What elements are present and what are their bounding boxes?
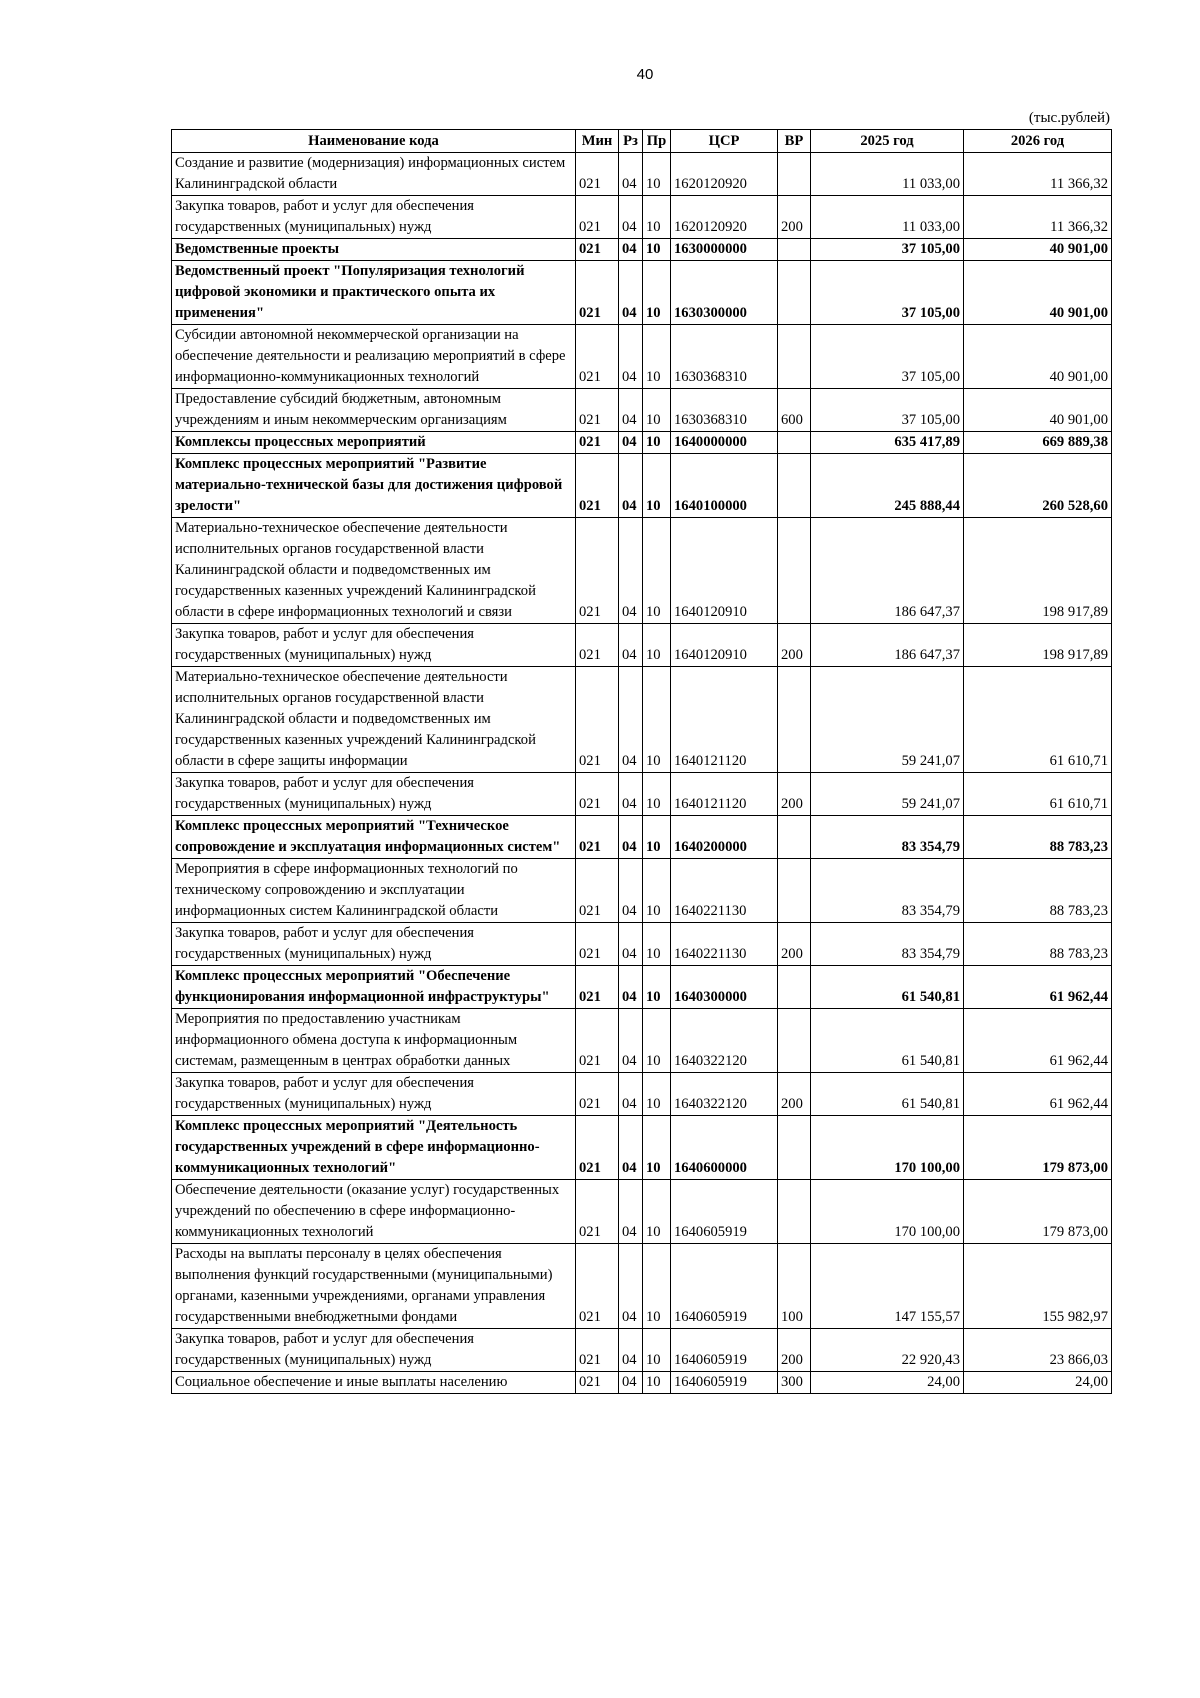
cell-2025: 59 241,07 [811, 773, 964, 816]
table-row [172, 518, 1112, 624]
cell-2026: 179 873,00 [964, 1180, 1112, 1244]
cell-name: Комплекс процессных мероприятий "Деятельность государственных учреждений в сфере информационно-коммуникационных технологий" [172, 1116, 576, 1180]
cell-vr: 200 [778, 1073, 811, 1116]
table-row [172, 1009, 1112, 1073]
table-row [172, 667, 1112, 773]
cell-rz: 04 [619, 859, 643, 923]
cell-name: Закупка товаров, работ и услуг для обеспечения государственных (муниципальных) нужд [172, 196, 576, 239]
cell-name: Создание и развитие (модернизация) информационных систем Калининградской области [172, 153, 576, 196]
cell-pr: 10 [643, 1329, 671, 1372]
cell-2026: 23 866,03 [964, 1329, 1112, 1372]
cell-vr [778, 1116, 811, 1180]
cell-name: Комплекс процессных мероприятий "Обеспечение функционирования информационной инфраструктуры" [172, 966, 576, 1009]
cell-2025: 37 105,00 [811, 261, 964, 325]
cell-2026: 11 366,32 [964, 153, 1112, 196]
cell-2026: 61 962,44 [964, 1009, 1112, 1073]
cell-pr: 10 [643, 1372, 671, 1394]
cell-vr [778, 325, 811, 389]
cell-vr [778, 518, 811, 624]
cell-csr: 1630000000 [671, 239, 778, 261]
cell-csr: 1640120910 [671, 518, 778, 624]
cell-2026: 61 610,71 [964, 773, 1112, 816]
cell-rz: 04 [619, 1180, 643, 1244]
cell-min: 021 [576, 239, 619, 261]
table-row [172, 325, 1112, 389]
cell-min: 021 [576, 773, 619, 816]
cell-vr: 200 [778, 923, 811, 966]
cell-pr: 10 [643, 1180, 671, 1244]
cell-vr: 200 [778, 624, 811, 667]
cell-rz: 04 [619, 1116, 643, 1180]
cell-2026: 88 783,23 [964, 859, 1112, 923]
header-min: Мин [576, 130, 619, 153]
cell-rz: 04 [619, 1244, 643, 1329]
cell-csr: 1640100000 [671, 454, 778, 518]
cell-2026: 40 901,00 [964, 239, 1112, 261]
cell-vr [778, 816, 811, 859]
cell-name: Закупка товаров, работ и услуг для обеспечения государственных (муниципальных) нужд [172, 1073, 576, 1116]
cell-vr [778, 261, 811, 325]
cell-min: 021 [576, 816, 619, 859]
cell-name: Материально-техническое обеспечение деятельности исполнительных органов государственной власти Калининградской области и подведомственных им государственных казенных учреждений Калининградской области в сфере защиты информации [172, 667, 576, 773]
cell-csr: 1640322120 [671, 1009, 778, 1073]
cell-name: Предоставление субсидий бюджетным, автономным учреждениям и иным некоммерческим организациям [172, 389, 576, 432]
cell-2026: 40 901,00 [964, 261, 1112, 325]
cell-2026: 155 982,97 [964, 1244, 1112, 1329]
cell-2025: 61 540,81 [811, 1009, 964, 1073]
cell-rz: 04 [619, 923, 643, 966]
header-vr: ВР [778, 130, 811, 153]
cell-pr: 10 [643, 196, 671, 239]
cell-2026: 61 962,44 [964, 966, 1112, 1009]
cell-name: Закупка товаров, работ и услуг для обеспечения государственных (муниципальных) нужд [172, 773, 576, 816]
cell-name: Закупка товаров, работ и услуг для обеспечения государственных (муниципальных) нужд [172, 624, 576, 667]
cell-rz: 04 [619, 624, 643, 667]
cell-vr: 200 [778, 196, 811, 239]
cell-2025: 245 888,44 [811, 454, 964, 518]
cell-pr: 10 [643, 261, 671, 325]
cell-rz: 04 [619, 454, 643, 518]
cell-vr: 300 [778, 1372, 811, 1394]
page-number: 40 [636, 66, 654, 83]
cell-2025: 147 155,57 [811, 1244, 964, 1329]
header-2026: 2026 год [964, 130, 1112, 153]
cell-vr [778, 239, 811, 261]
table-row [172, 773, 1112, 816]
cell-2026: 260 528,60 [964, 454, 1112, 518]
cell-rz: 04 [619, 389, 643, 432]
cell-vr [778, 153, 811, 196]
cell-csr: 1620120920 [671, 153, 778, 196]
cell-pr: 10 [643, 153, 671, 196]
cell-min: 021 [576, 325, 619, 389]
cell-pr: 10 [643, 773, 671, 816]
cell-vr [778, 966, 811, 1009]
cell-vr [778, 1009, 811, 1073]
cell-2026: 198 917,89 [964, 624, 1112, 667]
cell-2025: 83 354,79 [811, 923, 964, 966]
table-row [172, 1116, 1112, 1180]
cell-min: 021 [576, 667, 619, 773]
cell-name: Ведомственный проект "Популяризация технологий цифровой экономики и практического опыта их применения" [172, 261, 576, 325]
cell-2026: 88 783,23 [964, 816, 1112, 859]
cell-2025: 37 105,00 [811, 325, 964, 389]
cell-csr: 1640600000 [671, 1116, 778, 1180]
cell-2025: 24,00 [811, 1372, 964, 1394]
cell-vr: 600 [778, 389, 811, 432]
cell-csr: 1620120920 [671, 196, 778, 239]
cell-vr [778, 667, 811, 773]
cell-csr: 1640120910 [671, 624, 778, 667]
header-2025: 2025 год [811, 130, 964, 153]
cell-rz: 04 [619, 1372, 643, 1394]
cell-rz: 04 [619, 816, 643, 859]
cell-2025: 186 647,37 [811, 624, 964, 667]
cell-pr: 10 [643, 923, 671, 966]
cell-csr: 1630368310 [671, 325, 778, 389]
cell-csr: 1630300000 [671, 261, 778, 325]
table-row [172, 1073, 1112, 1116]
cell-csr: 1640605919 [671, 1180, 778, 1244]
cell-pr: 10 [643, 432, 671, 454]
cell-2026: 40 901,00 [964, 389, 1112, 432]
cell-2025: 170 100,00 [811, 1180, 964, 1244]
cell-vr [778, 859, 811, 923]
table-row [172, 923, 1112, 966]
header-csr: ЦСР [671, 130, 778, 153]
cell-rz: 04 [619, 432, 643, 454]
table-header-row [172, 130, 1112, 153]
cell-2025: 61 540,81 [811, 966, 964, 1009]
cell-name: Комплексы процессных мероприятий [172, 432, 576, 454]
cell-rz: 04 [619, 966, 643, 1009]
cell-2026: 198 917,89 [964, 518, 1112, 624]
cell-pr: 10 [643, 389, 671, 432]
units-label: (тыс.рублей) [1028, 110, 1110, 126]
table-row [172, 1180, 1112, 1244]
cell-csr: 1640605919 [671, 1244, 778, 1329]
cell-min: 021 [576, 153, 619, 196]
cell-csr: 1640221130 [671, 923, 778, 966]
cell-min: 021 [576, 261, 619, 325]
header-name: Наименование кода [172, 130, 576, 153]
cell-name: Закупка товаров, работ и услуг для обеспечения государственных (муниципальных) нужд [172, 923, 576, 966]
cell-name: Комплекс процессных мероприятий "Развитие материально-технической базы для достижения цифровой зрелости" [172, 454, 576, 518]
cell-vr [778, 1180, 811, 1244]
cell-2025: 635 417,89 [811, 432, 964, 454]
cell-rz: 04 [619, 325, 643, 389]
cell-min: 021 [576, 1073, 619, 1116]
table-row [172, 624, 1112, 667]
cell-name: Обеспечение деятельности (оказание услуг) государственных учреждений по обеспечению в сфере информационно-коммуникационных технологий [172, 1180, 576, 1244]
table-row [172, 1372, 1112, 1394]
cell-pr: 10 [643, 966, 671, 1009]
cell-2025: 22 920,43 [811, 1329, 964, 1372]
budget-table [171, 129, 1112, 1394]
table-row [172, 1244, 1112, 1329]
cell-2026: 179 873,00 [964, 1116, 1112, 1180]
cell-2026: 88 783,23 [964, 923, 1112, 966]
cell-name: Мероприятия по предоставлению участникам информационного обмена доступа к информационным системам, размещенным в центрах обработки данных [172, 1009, 576, 1073]
cell-pr: 10 [643, 624, 671, 667]
cell-min: 021 [576, 1009, 619, 1073]
cell-min: 021 [576, 389, 619, 432]
cell-pr: 10 [643, 454, 671, 518]
cell-name: Социальное обеспечение и иные выплаты населению [172, 1372, 576, 1394]
cell-min: 021 [576, 859, 619, 923]
cell-vr [778, 454, 811, 518]
table-row [172, 239, 1112, 261]
cell-rz: 04 [619, 518, 643, 624]
cell-csr: 1640121120 [671, 773, 778, 816]
cell-2025: 37 105,00 [811, 389, 964, 432]
cell-pr: 10 [643, 1244, 671, 1329]
cell-rz: 04 [619, 196, 643, 239]
cell-min: 021 [576, 1180, 619, 1244]
cell-csr: 1640121120 [671, 667, 778, 773]
table-row [172, 859, 1112, 923]
table-row [172, 196, 1112, 239]
cell-csr: 1640200000 [671, 816, 778, 859]
cell-min: 021 [576, 1372, 619, 1394]
cell-pr: 10 [643, 518, 671, 624]
cell-2025: 170 100,00 [811, 1116, 964, 1180]
header-rz: Рз [619, 130, 643, 153]
cell-csr: 1640000000 [671, 432, 778, 454]
cell-rz: 04 [619, 773, 643, 816]
cell-name: Мероприятия в сфере информационных технологий по техническому сопровождению и эксплуатации информационных систем Калининградской области [172, 859, 576, 923]
cell-name: Закупка товаров, работ и услуг для обеспечения государственных (муниципальных) нужд [172, 1329, 576, 1372]
cell-rz: 04 [619, 1329, 643, 1372]
cell-name: Расходы на выплаты персоналу в целях обеспечения выполнения функций государственными (муниципальными) органами, казенными учреждениями, органами управления государственными внебюджетными фондами [172, 1244, 576, 1329]
cell-2025: 61 540,81 [811, 1073, 964, 1116]
cell-2025: 11 033,00 [811, 196, 964, 239]
cell-2026: 61 610,71 [964, 667, 1112, 773]
cell-rz: 04 [619, 667, 643, 773]
cell-2025: 186 647,37 [811, 518, 964, 624]
table-row [172, 966, 1112, 1009]
cell-pr: 10 [643, 1009, 671, 1073]
cell-pr: 10 [643, 239, 671, 261]
cell-min: 021 [576, 966, 619, 1009]
cell-rz: 04 [619, 1009, 643, 1073]
cell-rz: 04 [619, 261, 643, 325]
table-row [172, 432, 1112, 454]
cell-min: 021 [576, 624, 619, 667]
table-row [172, 153, 1112, 196]
cell-csr: 1640322120 [671, 1073, 778, 1116]
cell-min: 021 [576, 518, 619, 624]
cell-2025: 83 354,79 [811, 816, 964, 859]
cell-csr: 1640221130 [671, 859, 778, 923]
cell-2026: 40 901,00 [964, 325, 1112, 389]
cell-name: Субсидии автономной некоммерческой организации на обеспечение деятельности и реализацию мероприятий в сфере информационно-коммуникационных технологий [172, 325, 576, 389]
cell-pr: 10 [643, 1073, 671, 1116]
cell-pr: 10 [643, 816, 671, 859]
cell-min: 021 [576, 454, 619, 518]
cell-vr: 200 [778, 773, 811, 816]
cell-vr [778, 432, 811, 454]
cell-min: 021 [576, 923, 619, 966]
cell-vr: 200 [778, 1329, 811, 1372]
cell-2025: 59 241,07 [811, 667, 964, 773]
table-row [172, 389, 1112, 432]
cell-csr: 1640605919 [671, 1372, 778, 1394]
header-pr: Пр [643, 130, 671, 153]
cell-name: Комплекс процессных мероприятий "Техническое сопровождение и эксплуатация информационных систем" [172, 816, 576, 859]
cell-csr: 1630368310 [671, 389, 778, 432]
cell-rz: 04 [619, 153, 643, 196]
cell-csr: 1640605919 [671, 1329, 778, 1372]
cell-name: Ведомственные проекты [172, 239, 576, 261]
cell-pr: 10 [643, 859, 671, 923]
cell-2025: 83 354,79 [811, 859, 964, 923]
cell-csr: 1640300000 [671, 966, 778, 1009]
cell-rz: 04 [619, 239, 643, 261]
cell-min: 021 [576, 1116, 619, 1180]
table-row [172, 816, 1112, 859]
table-row [172, 454, 1112, 518]
cell-pr: 10 [643, 1116, 671, 1180]
table-row [172, 1329, 1112, 1372]
cell-rz: 04 [619, 1073, 643, 1116]
cell-2025: 11 033,00 [811, 153, 964, 196]
cell-pr: 10 [643, 667, 671, 773]
cell-pr: 10 [643, 325, 671, 389]
cell-min: 021 [576, 432, 619, 454]
cell-name: Материально-техническое обеспечение деятельности исполнительных органов государственной власти Калининградской области и подведомственных им государственных казенных учреждений Калининградской области в сфере информационных технологий и связи [172, 518, 576, 624]
cell-min: 021 [576, 196, 619, 239]
cell-min: 021 [576, 1244, 619, 1329]
cell-2026: 669 889,38 [964, 432, 1112, 454]
table-row [172, 261, 1112, 325]
cell-2025: 37 105,00 [811, 239, 964, 261]
cell-2026: 11 366,32 [964, 196, 1112, 239]
cell-2026: 61 962,44 [964, 1073, 1112, 1116]
cell-vr: 100 [778, 1244, 811, 1329]
cell-2026: 24,00 [964, 1372, 1112, 1394]
cell-min: 021 [576, 1329, 619, 1372]
